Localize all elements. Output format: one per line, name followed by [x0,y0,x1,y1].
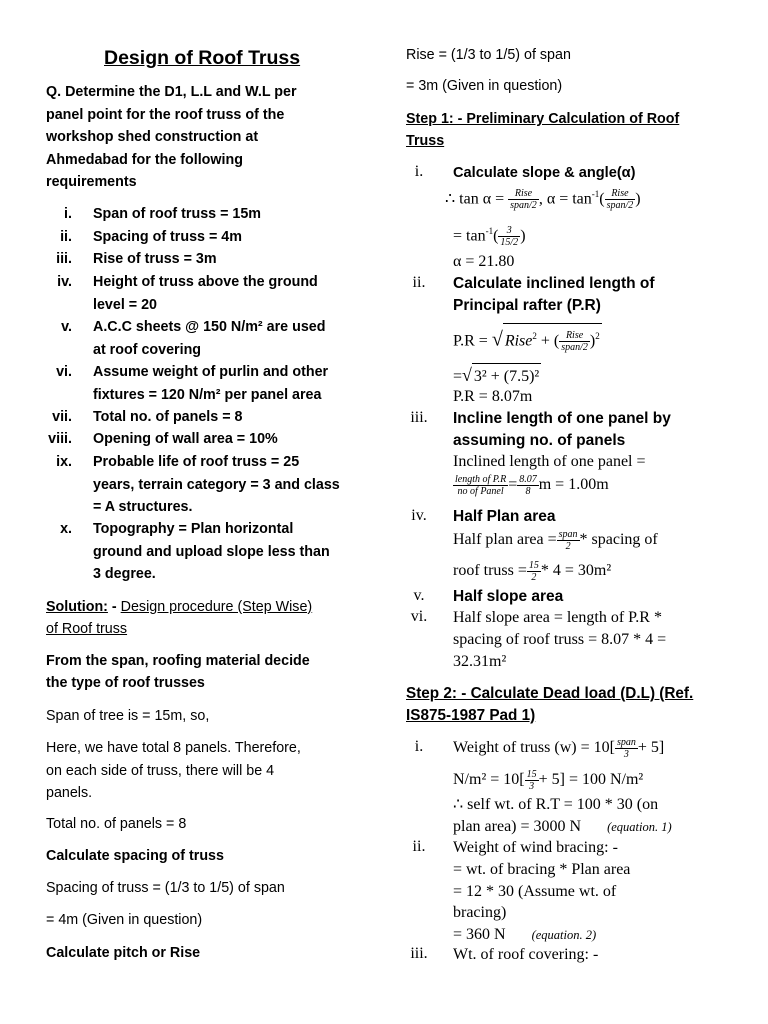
step-heading: Step 1: - Preliminary Calculation of Roof [406,111,680,127]
formula-line: spacing of roof truss = 8.07 * 4 = [453,631,667,648]
item-heading [453,273,655,295]
paragraph-line: on each side of truss, there will be 4 [46,763,275,779]
denominator: 15/2 [500,237,519,249]
formula-text: N/m² = 10[ [453,771,525,789]
formula-text: Half plan area = [453,531,557,549]
list-number: v. [413,587,425,604]
formula-text: = [453,368,463,385]
formula-text: * 4 = 30m² [540,562,612,580]
item-heading-text: Incline length of one panel by [453,410,671,427]
solution-heading [46,596,312,619]
denominator: 3 [529,781,535,792]
equation-tag: (equation. 1) [607,820,672,834]
denominator: 2 [531,572,537,583]
sqrt-symbol: √ [491,328,503,351]
paragraph-line: = 3m (Given in question) [406,78,563,94]
list-text: = A structures. [93,499,193,515]
numerator: length of P.R [455,474,507,485]
fraction [605,188,636,211]
denominator: 2 [565,541,571,552]
item-heading-text: assuming no. of panels [453,432,626,449]
paragraph-line: = 4m (Given in question) [46,912,203,928]
equation-tag: (equation. 2) [531,928,597,942]
formula-line [453,529,658,552]
list-number: ii. [412,274,426,291]
formula-line [453,221,526,248]
superscript: 2 [595,331,600,341]
formula-text: * spacing of [579,531,658,549]
item-heading [453,506,556,528]
item-heading-text: Calculate inclined length of [453,275,655,292]
numerator: Rise [605,188,636,200]
solution-label: Solution: [46,599,108,615]
item-heading [453,162,636,185]
list-text: A.C.C sheets @ 150 N/m² are used [93,319,326,335]
item-heading-text: Calculate slope & angle(α) [453,165,636,181]
list-text: Rise of truss = 3m [93,251,217,267]
numerator: 8.07 [519,474,537,485]
section-heading: Calculate pitch or Rise [46,945,201,961]
numerator: Rise [508,188,539,200]
paragraph-line: Total no. of panels = 8 [46,816,187,832]
denominator: no of Panel [457,486,504,497]
fraction [453,474,508,497]
formula-text: = [508,476,518,494]
list-number: vi. [56,364,72,380]
numerator: span [558,529,578,540]
denominator: span/2 [510,200,537,212]
paragraph-line: Span of tree is = 15m, so, [46,708,210,724]
list-text: Opening of wall area = 10% [93,431,278,447]
list-number: x. [60,521,72,537]
list-text: Topography = Plan horizontal [93,521,294,537]
sqrt-content: 3² + (7.5)² [472,363,541,388]
formula-line: P.R = 8.07m [453,388,533,405]
list-number: v. [61,319,72,335]
item-heading [453,586,563,608]
fraction [508,188,539,211]
fraction [557,529,580,552]
formula-line [453,363,541,388]
formula-line [453,816,672,839]
formula-text: m = 1.00m [538,476,609,494]
list-number: ii. [412,838,426,855]
formula-text: + 5] = 100 N/m² [538,771,644,789]
paragraph-line: From the span, roofing material decide [46,653,310,669]
numerator: 15 [526,769,537,780]
denominator: 3 [623,749,629,760]
formula-line: bracing) [453,904,507,921]
formula-text: + ( [536,332,560,350]
question-line: workshop shed construction at [46,129,259,145]
numerator: span [616,737,636,748]
step-heading: Step 2: - Calculate Dead load (D.L) (Ref. [406,685,694,702]
formula-text: ∴ tan α = [445,190,505,208]
formula-text: + 5] [637,739,665,757]
formula-text: ( [493,227,499,245]
formula-line: α = 21.80 [453,253,515,270]
paragraph-line: Here, we have total 8 panels. Therefore, [46,740,301,756]
list-number: vi. [410,608,428,625]
list-number: viii. [48,431,72,447]
fraction [517,474,539,497]
fraction [527,560,541,583]
list-number: iii. [410,945,428,962]
question-line: panel point for the roof truss of the [46,107,285,123]
solution-text: Design procedure (Step Wise) [120,599,313,615]
list-text: ground and upload slope less than [93,543,330,560]
section-heading: Calculate spacing of truss [46,848,224,864]
formula-line: ∴ self wt. of R.T = 100 * 30 (on [453,796,659,813]
item-heading-text: Half slope area [453,588,564,605]
list-number: i. [414,738,424,755]
question-line: Q. Determine the D1, L.L and W.L per [46,84,297,100]
solution-dash: - [107,599,121,615]
formula-line: = 12 * 30 (Assume wt. of [453,883,617,900]
superscript: -1 [485,226,494,236]
list-number: ii. [60,229,72,245]
fraction [498,225,520,248]
paragraph-line: Rise = (1/3 to 1/5) of span [406,47,571,63]
formula-text: ( [599,190,605,208]
formula-line: = wt. of bracing * Plan area [453,861,631,878]
list-number: ix. [56,454,72,470]
formula-line: Half slope area = length of P.R * [453,609,662,626]
list-number: vii. [52,409,72,425]
list-number: i. [64,206,72,222]
list-number: iv. [57,274,72,290]
list-text: Total no. of panels = 8 [93,409,243,425]
sqrt-symbol: √ [462,365,472,385]
page-title: Design of Roof Truss [104,47,301,69]
list-text: 3 degree. [93,566,156,582]
denominator: span/2 [606,200,634,212]
list-text: fixtures = 120 N/m² per panel area [93,386,322,403]
formula-line [453,474,609,497]
paragraph-line: panels. [46,785,93,801]
formula-text: Weight of truss (w) = 10[ [453,739,615,757]
formula-text: roof truss = [453,562,527,580]
sqrt-content [503,323,602,353]
formula-line [453,560,611,583]
item-heading [453,430,625,452]
formula-text: , α = tan [538,190,592,208]
denominator: 8 [525,486,531,497]
formula-line [445,184,641,211]
superscript: -1 [591,189,600,199]
item-heading [453,408,671,430]
list-text: Probable life of roof truss = 25 [93,454,300,470]
list-text: Spacing of truss = 4m [93,229,242,245]
list-number: iii. [56,251,72,267]
formula-line [453,737,664,760]
solution-text: of Roof truss [46,621,128,637]
formula-line [453,769,643,792]
formula-line [453,323,602,353]
list-text: Assume weight of purlin and other [93,364,329,380]
formula-text: = tan [453,227,486,245]
paragraph-line: the type of roof trusses [46,675,205,691]
step-heading: Truss [406,133,445,149]
fraction [559,330,590,353]
list-text: level = 20 [93,296,157,313]
list-text: years, terrain category = 3 and class [93,476,340,493]
formula-text: P.R = [453,332,488,350]
item-heading-text: Principal rafter (P.R) [453,297,601,314]
list-number: iii. [410,409,428,426]
denominator: span/2 [561,342,588,354]
list-number: iv. [411,507,427,524]
formula-text: ) [589,332,596,350]
step-heading: IS875-1987 Pad 1) [406,707,536,724]
formula-text: Rise [504,332,533,350]
superscript: 2 [532,331,537,341]
formula-line: 32.31m² [453,653,507,670]
paragraph-line: Spacing of truss = (1/3 to 1/5) of span [46,880,285,896]
formula-line: Inclined length of one panel = [453,453,646,470]
question-line: requirements [46,174,137,190]
list-number: i. [414,163,424,180]
formula-line: Wt. of roof covering: - [453,946,599,963]
formula-text: plan area) = 3000 N [453,818,582,835]
question-line: Ahmedabad for the following [46,152,243,168]
numerator: 15 [528,560,539,571]
item-heading-text: Half Plan area [453,508,556,525]
item-heading [453,295,601,317]
numerator: 3 [498,225,520,237]
formula-text: = 360 N [453,926,506,943]
list-text: Height of truss above the ground [93,274,318,290]
formula-line: Weight of wind bracing: - [453,839,618,856]
fraction [525,769,539,792]
list-text: Span of roof truss = 15m [93,206,262,222]
formula-text: ) [520,227,526,245]
fraction [615,737,638,760]
numerator: Rise [559,330,590,342]
list-text: at roof covering [93,341,202,358]
formula-text: ) [635,190,641,208]
